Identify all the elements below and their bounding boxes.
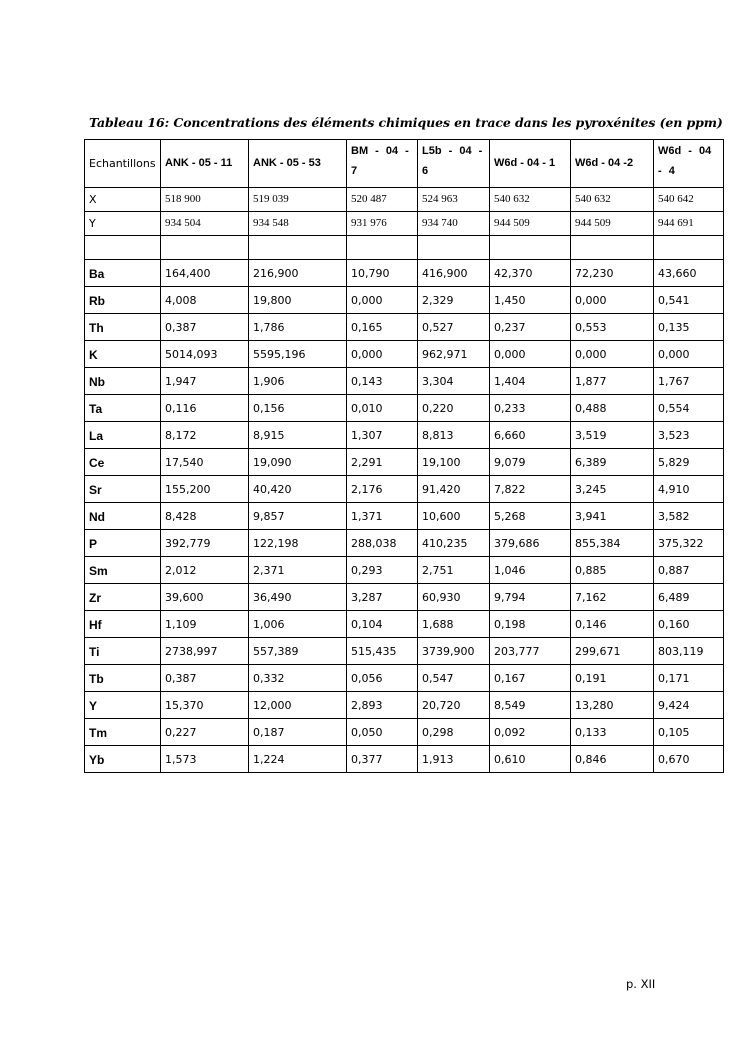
table-cell: 0,885 xyxy=(571,557,654,584)
row-label: Yb xyxy=(85,746,161,773)
table-cell: 944 691 xyxy=(654,212,724,236)
table-cell: 6,389 xyxy=(571,449,654,476)
table-cell: 1,404 xyxy=(490,368,571,395)
row-label: Zr xyxy=(85,584,161,611)
table-cell: 410,235 xyxy=(418,530,490,557)
table-cell: 0,105 xyxy=(654,719,724,746)
table-cell xyxy=(490,236,571,260)
table-cell: 15,370 xyxy=(161,692,249,719)
table-cell: 3,287 xyxy=(347,584,418,611)
table-cell: 855,384 xyxy=(571,530,654,557)
element-row xyxy=(85,449,724,476)
table-cell: 0,104 xyxy=(347,611,418,638)
table-cell: 520 487 xyxy=(347,188,418,212)
table-cell: 5595,196 xyxy=(249,341,347,368)
table-cell: 4,008 xyxy=(161,287,249,314)
table-cell xyxy=(654,236,724,260)
row-label: Y xyxy=(85,692,161,719)
table-cell: 379,686 xyxy=(490,530,571,557)
table-cell: 60,930 xyxy=(418,584,490,611)
table-cell: 1,688 xyxy=(418,611,490,638)
table-cell: 0,233 xyxy=(490,395,571,422)
row-label: Nb xyxy=(85,368,161,395)
table-cell: 515,435 xyxy=(347,638,418,665)
table-cell xyxy=(249,236,347,260)
table-cell: 9,424 xyxy=(654,692,724,719)
table-cell: 2,176 xyxy=(347,476,418,503)
table-cell: 1,307 xyxy=(347,422,418,449)
table-cell: 1,224 xyxy=(249,746,347,773)
table-cell: 9,857 xyxy=(249,503,347,530)
table-cell: 155,200 xyxy=(161,476,249,503)
table-cell: 2,893 xyxy=(347,692,418,719)
table-cell: 518 900 xyxy=(161,188,249,212)
table-cell: 19,800 xyxy=(249,287,347,314)
table-cell: 416,900 xyxy=(418,260,490,287)
table-cell: 5014,093 xyxy=(161,341,249,368)
table-cell: 0,332 xyxy=(249,665,347,692)
table-cell: 10,790 xyxy=(347,260,418,287)
table-header-row xyxy=(85,140,724,188)
row-label: Ti xyxy=(85,638,161,665)
element-row xyxy=(85,557,724,584)
row-label: Th xyxy=(85,314,161,341)
table-cell: 0,377 xyxy=(347,746,418,773)
table-cell: 39,600 xyxy=(161,584,249,611)
table-cell: 6,489 xyxy=(654,584,724,611)
table-cell: 0,554 xyxy=(654,395,724,422)
column-header: W6d - 04 -2 xyxy=(571,140,654,188)
table-cell: 0,116 xyxy=(161,395,249,422)
table-cell: 19,100 xyxy=(418,449,490,476)
table-cell: 299,671 xyxy=(571,638,654,665)
element-row xyxy=(85,503,724,530)
column-header: BM - 04 - 7 xyxy=(347,140,418,188)
table-cell: 0,092 xyxy=(490,719,571,746)
table-cell: 216,900 xyxy=(249,260,347,287)
table-cell: 12,000 xyxy=(249,692,347,719)
table-cell: 203,777 xyxy=(490,638,571,665)
column-header: W6d - 04 - 4 xyxy=(654,140,724,188)
table-cell: 0,293 xyxy=(347,557,418,584)
table-cell: 17,540 xyxy=(161,449,249,476)
row-label xyxy=(85,236,161,260)
column-header: ANK - 05 - 11 xyxy=(161,140,249,188)
table-cell: 20,720 xyxy=(418,692,490,719)
table-cell: 2,291 xyxy=(347,449,418,476)
table-cell: 392,779 xyxy=(161,530,249,557)
table-cell: 10,600 xyxy=(418,503,490,530)
table-cell: 7,822 xyxy=(490,476,571,503)
table-cell: 1,786 xyxy=(249,314,347,341)
table-cell: 8,172 xyxy=(161,422,249,449)
element-row xyxy=(85,584,724,611)
trace-elements-table xyxy=(84,139,724,773)
table-cell: 1,906 xyxy=(249,368,347,395)
table-cell: 524 963 xyxy=(418,188,490,212)
coordinate-row xyxy=(85,212,724,236)
row-label: Y xyxy=(85,212,161,236)
table-cell: 3739,900 xyxy=(418,638,490,665)
table-cell: 3,582 xyxy=(654,503,724,530)
table-cell: 0,000 xyxy=(571,341,654,368)
table-cell: 0,156 xyxy=(249,395,347,422)
table-cell: 0,000 xyxy=(347,341,418,368)
table-cell: 0,167 xyxy=(490,665,571,692)
table-cell: 0,227 xyxy=(161,719,249,746)
table-cell: 0,010 xyxy=(347,395,418,422)
table-cell: 803,119 xyxy=(654,638,724,665)
table-cell: 540 642 xyxy=(654,188,724,212)
table-cell: 0,887 xyxy=(654,557,724,584)
table-cell: 19,090 xyxy=(249,449,347,476)
table-cell: 0,160 xyxy=(654,611,724,638)
table-cell: 0,187 xyxy=(249,719,347,746)
table-cell: 6,660 xyxy=(490,422,571,449)
table-cell: 288,038 xyxy=(347,530,418,557)
element-row xyxy=(85,341,724,368)
table-cell: 0,488 xyxy=(571,395,654,422)
table-cell: 2738,997 xyxy=(161,638,249,665)
table-cell: 944 509 xyxy=(490,212,571,236)
table-cell: 3,519 xyxy=(571,422,654,449)
element-row xyxy=(85,314,724,341)
table-cell: 0,198 xyxy=(490,611,571,638)
table-cell: 91,420 xyxy=(418,476,490,503)
element-row xyxy=(85,368,724,395)
table-cell: 0,610 xyxy=(490,746,571,773)
table-cell: 1,767 xyxy=(654,368,724,395)
table-cell: 1,877 xyxy=(571,368,654,395)
table-cell: 8,813 xyxy=(418,422,490,449)
table-cell: 0,670 xyxy=(654,746,724,773)
column-header: ANK - 05 - 53 xyxy=(249,140,347,188)
table-cell: 1,573 xyxy=(161,746,249,773)
row-label: Ba xyxy=(85,260,161,287)
table-cell: 1,947 xyxy=(161,368,249,395)
table-cell xyxy=(418,236,490,260)
table-cell: 0,387 xyxy=(161,314,249,341)
table-cell: 0,237 xyxy=(490,314,571,341)
table-cell: 934 504 xyxy=(161,212,249,236)
row-label: Ce xyxy=(85,449,161,476)
table-cell: 0,171 xyxy=(654,665,724,692)
row-label: Tb xyxy=(85,665,161,692)
row-label: Rb xyxy=(85,287,161,314)
table-cell: 1,006 xyxy=(249,611,347,638)
element-row xyxy=(85,611,724,638)
table-cell: 3,304 xyxy=(418,368,490,395)
element-row xyxy=(85,638,724,665)
table-cell: 0,220 xyxy=(418,395,490,422)
blank-row xyxy=(85,236,724,260)
table-body xyxy=(85,140,724,773)
table-cell: 4,910 xyxy=(654,476,724,503)
table-cell: 40,420 xyxy=(249,476,347,503)
row-label: Sm xyxy=(85,557,161,584)
table-cell: 540 632 xyxy=(490,188,571,212)
row-label: K xyxy=(85,341,161,368)
table-cell: 934 740 xyxy=(418,212,490,236)
column-header: L5b - 04 - 6 xyxy=(418,140,490,188)
table-cell: 0,387 xyxy=(161,665,249,692)
row-label: Nd xyxy=(85,503,161,530)
row-label: Hf xyxy=(85,611,161,638)
table-cell: 72,230 xyxy=(571,260,654,287)
table-cell: 0,527 xyxy=(418,314,490,341)
table-cell: 0,056 xyxy=(347,665,418,692)
table-cell: 0,050 xyxy=(347,719,418,746)
table-cell: 5,268 xyxy=(490,503,571,530)
table-cell: 934 548 xyxy=(249,212,347,236)
table-cell: 0,000 xyxy=(490,341,571,368)
row-label: Tm xyxy=(85,719,161,746)
table-cell: 3,941 xyxy=(571,503,654,530)
element-row xyxy=(85,530,724,557)
table-cell: 1,913 xyxy=(418,746,490,773)
table-cell: 5,829 xyxy=(654,449,724,476)
table-cell: 0,135 xyxy=(654,314,724,341)
table-cell: 519 039 xyxy=(249,188,347,212)
coordinate-row xyxy=(85,188,724,212)
table-cell: 36,490 xyxy=(249,584,347,611)
table-cell: 962,971 xyxy=(418,341,490,368)
table-caption: Tableau 16: Concentrations des éléments chimiques en trace dans les pyroxénites (en ppm) xyxy=(89,115,723,130)
element-row xyxy=(85,719,724,746)
table-cell: 1,371 xyxy=(347,503,418,530)
element-row xyxy=(85,260,724,287)
row-label: Sr xyxy=(85,476,161,503)
table-cell: 1,046 xyxy=(490,557,571,584)
element-row xyxy=(85,476,724,503)
table-cell: 8,915 xyxy=(249,422,347,449)
element-row xyxy=(85,692,724,719)
table-cell: 2,329 xyxy=(418,287,490,314)
table-cell: 0,846 xyxy=(571,746,654,773)
table-cell: 13,280 xyxy=(571,692,654,719)
table-cell: 3,245 xyxy=(571,476,654,503)
column-header: W6d - 04 - 1 xyxy=(490,140,571,188)
table-cell: 944 509 xyxy=(571,212,654,236)
element-row xyxy=(85,287,724,314)
table-cell: 9,794 xyxy=(490,584,571,611)
table-cell: 1,450 xyxy=(490,287,571,314)
row-label: P xyxy=(85,530,161,557)
table-cell: 0,000 xyxy=(654,341,724,368)
table-cell: 122,198 xyxy=(249,530,347,557)
row-label: X xyxy=(85,188,161,212)
table-cell: 43,660 xyxy=(654,260,724,287)
row-label: La xyxy=(85,422,161,449)
table-cell: 0,547 xyxy=(418,665,490,692)
table-cell: 0,553 xyxy=(571,314,654,341)
element-row xyxy=(85,746,724,773)
table-cell: 7,162 xyxy=(571,584,654,611)
header-label: Echantillons xyxy=(85,140,161,188)
table-cell: 0,000 xyxy=(347,287,418,314)
table-cell: 0,000 xyxy=(571,287,654,314)
table-cell xyxy=(347,236,418,260)
table-cell: 1,109 xyxy=(161,611,249,638)
table-cell: 0,146 xyxy=(571,611,654,638)
table-cell: 375,322 xyxy=(654,530,724,557)
table-cell xyxy=(161,236,249,260)
element-row xyxy=(85,665,724,692)
table-cell: 557,389 xyxy=(249,638,347,665)
table-cell: 3,523 xyxy=(654,422,724,449)
table-cell: 0,165 xyxy=(347,314,418,341)
page-number: p. XII xyxy=(626,977,656,991)
table-cell: 8,428 xyxy=(161,503,249,530)
table-cell: 540 632 xyxy=(571,188,654,212)
table-cell: 931 976 xyxy=(347,212,418,236)
table-cell xyxy=(571,236,654,260)
table-cell: 0,133 xyxy=(571,719,654,746)
element-row xyxy=(85,395,724,422)
table-cell: 164,400 xyxy=(161,260,249,287)
table-cell: 2,012 xyxy=(161,557,249,584)
table-cell: 2,751 xyxy=(418,557,490,584)
table-cell: 9,079 xyxy=(490,449,571,476)
table-cell: 0,143 xyxy=(347,368,418,395)
element-row xyxy=(85,422,724,449)
table-cell: 8,549 xyxy=(490,692,571,719)
table-cell: 42,370 xyxy=(490,260,571,287)
table-cell: 0,191 xyxy=(571,665,654,692)
table-cell: 0,541 xyxy=(654,287,724,314)
table-cell: 0,298 xyxy=(418,719,490,746)
table-cell: 2,371 xyxy=(249,557,347,584)
row-label: Ta xyxy=(85,395,161,422)
